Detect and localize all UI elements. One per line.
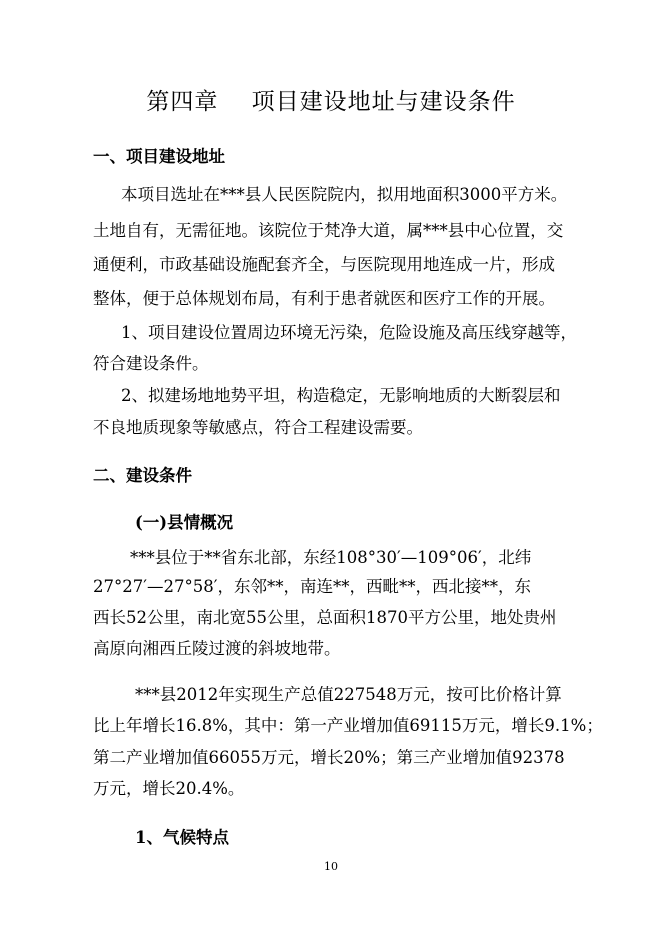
page-number: 10: [324, 860, 338, 873]
subsection-heading-climate: 1、气候特点: [135, 828, 229, 847]
paragraph-line: ***县位于**省东北部，东经108°30′—109°06′，北纬: [130, 548, 532, 567]
paragraph-line: 本项目选址在***县人民医院院内，拟用地面积3000平方米。: [121, 185, 568, 204]
paragraph-line: 高原向湘西丘陵过渡的斜坡地带。: [93, 639, 341, 658]
paragraph-line: ***县2012年实现生产总值227548万元，按可比价格计算: [135, 685, 562, 704]
list-item-line: 不良地质现象等敏感点，符合工程建设需要。: [93, 418, 423, 437]
chapter-title: 第四章 项目建设地址与建设条件: [146, 89, 516, 115]
paragraph-line: 万元，增长20.4%。: [93, 779, 245, 798]
paragraph-line: 西长52公里，南北宽55公里，总面积1870平方公里，地处贵州: [93, 608, 557, 627]
section-heading-site: 一、项目建设地址: [93, 147, 225, 166]
list-item-line: 符合建设条件。: [93, 354, 209, 373]
paragraph-line: 第二产业增加值66055万元，增长20%；第三产业增加值92378: [93, 748, 565, 767]
section-heading-conditions: 二、建设条件: [93, 466, 192, 485]
paragraph-line: 27°27′—27°58′，东邻**，南连**，西毗**，西北接**，东: [93, 577, 531, 596]
subsection-heading-county: (一)县情概况: [135, 513, 234, 532]
list-item-line: 1、项目建设位置周边环境无污染，危险设施及高压线穿越等，: [121, 323, 577, 342]
paragraph-line: 比上年增长16.8%，其中：第一产业增加值69115万元，增长9.1%；: [93, 716, 603, 735]
paragraph-line: 土地自有，无需征地。该院位于梵净大道，属***县中心位置，交: [93, 221, 564, 240]
paragraph-line: 整体，便于总体规划布局，有利于患者就医和医疗工作的开展。: [93, 289, 555, 308]
paragraph-line: 通便利，市政基础设施配套齐全，与医院现用地连成一片，形成: [93, 255, 555, 274]
list-item-line: 2、拟建场地地势平坦，构造稳定，无影响地质的大断裂层和: [121, 386, 561, 405]
